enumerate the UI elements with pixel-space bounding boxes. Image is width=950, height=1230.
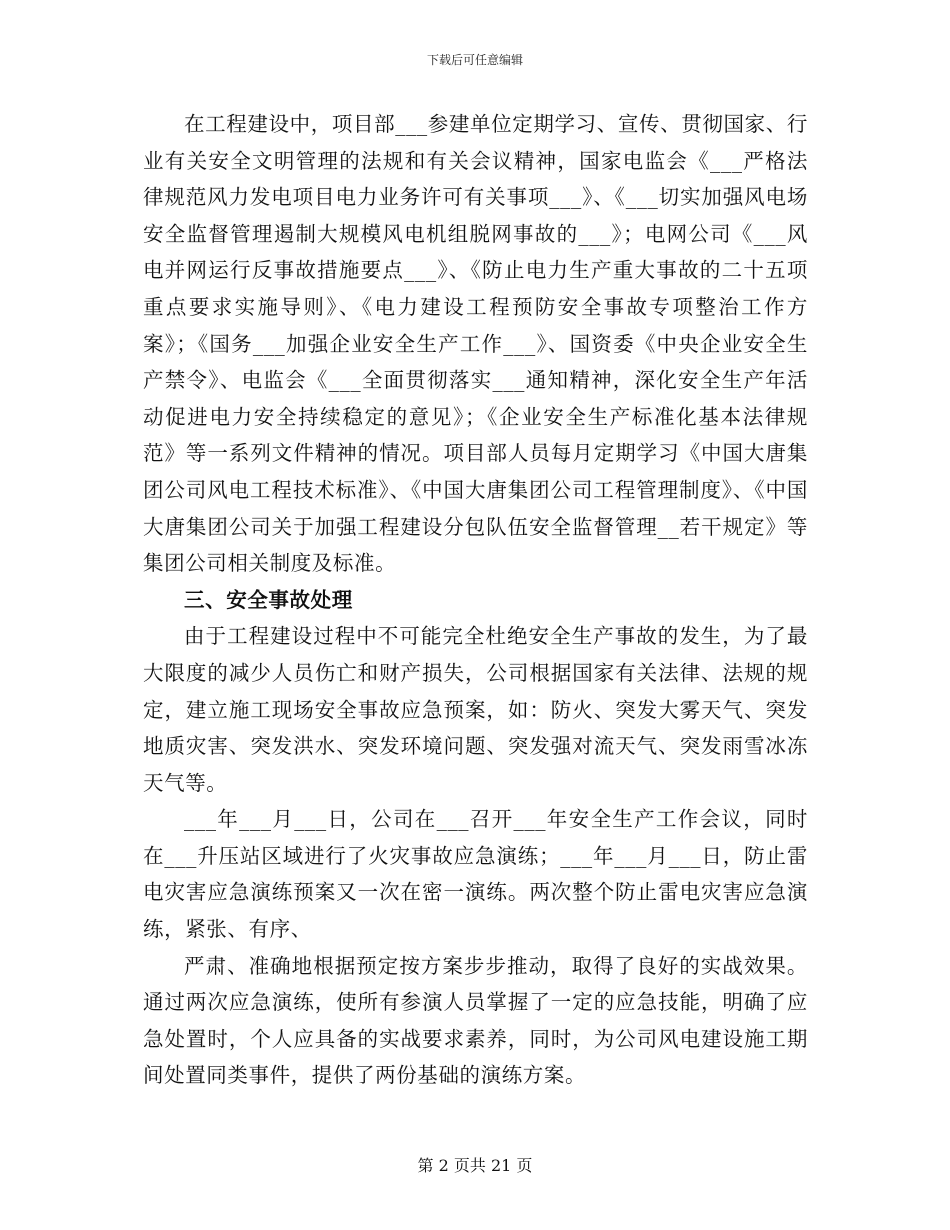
paragraph-regulations: 在工程建设中，项目部___参建单位定期学习、宣传、贯彻国家、行业有关安全文明管理的法规和有关会议精神，国家电监会《___严格法律规范风力发电项目电力业务许可有关事项___》、《___切实加强风电场安全监督管理遏制大规模风电机组脱网事故的___》；电网公司《___风电并网运行反事故措施要点___》、《防止电力生产重大事故的二十五项重点要求实施导则》、《电力建设工程预防安全事故专项整治工作方案》；《国务___加强企业安全生产工作___》、国资委《中央企业安全生产禁令》、电监会《___全面贯彻落实___通知精神，深化安全生产年活动促进电力安全持续稳定的意见》；《企业安全生产标准化基本法律规范》等一系列文件精神的情况。项目部人员每月定期学习《中国大唐集团公司风电工程技术标准》、《中国大唐集团公司工程管理制度》、《中国大唐集团公司关于加强工程建设分包队伍安全监督管理__若干规定》等集团公司相关制度及标准。: [143, 112, 808, 576]
page-number: 第 2 页共 21 页: [417, 1156, 533, 1175]
paragraph-emergency-plan: 由于工程建设过程中不可能完全杜绝安全生产事故的发生，为了最大限度的减少人员伤亡和财产损失，公司根据国家有关法律、法规的规定，建立施工现场安全事故应急预案，如：防火、突发大雾天气、突发地质灾害、突发洪水、突发环境问题、突发强对流天气、突发雨雪冰冻天气等。: [143, 624, 808, 795]
page-header-note: 下载后可任意编辑: [426, 53, 523, 67]
paragraph-drills: ___年___月___日，公司在___召开___年安全生产工作会议，同时在___升压站区域进行了火灾事故应急演练；___年___月___日，防止雷电灾害应急演练预案又一次在密一演练。两次整个防止雷电灾害应急演练，紧张、有序、: [143, 807, 808, 942]
section-heading: 三、安全事故处理: [184, 587, 353, 612]
paragraph-drill-results: 严肃、准确地根据预定按方案步步推动，取得了良好的实战效果。通过两次应急演练，使所有参演人员掌握了一定的应急技能，明确了应急处置时，个人应具备的实战要求素养，同时，为公司风电建设施工期间处置同类事件，提供了两份基础的演练方案。: [143, 953, 808, 1088]
document-body: [143, 106, 808, 1094]
